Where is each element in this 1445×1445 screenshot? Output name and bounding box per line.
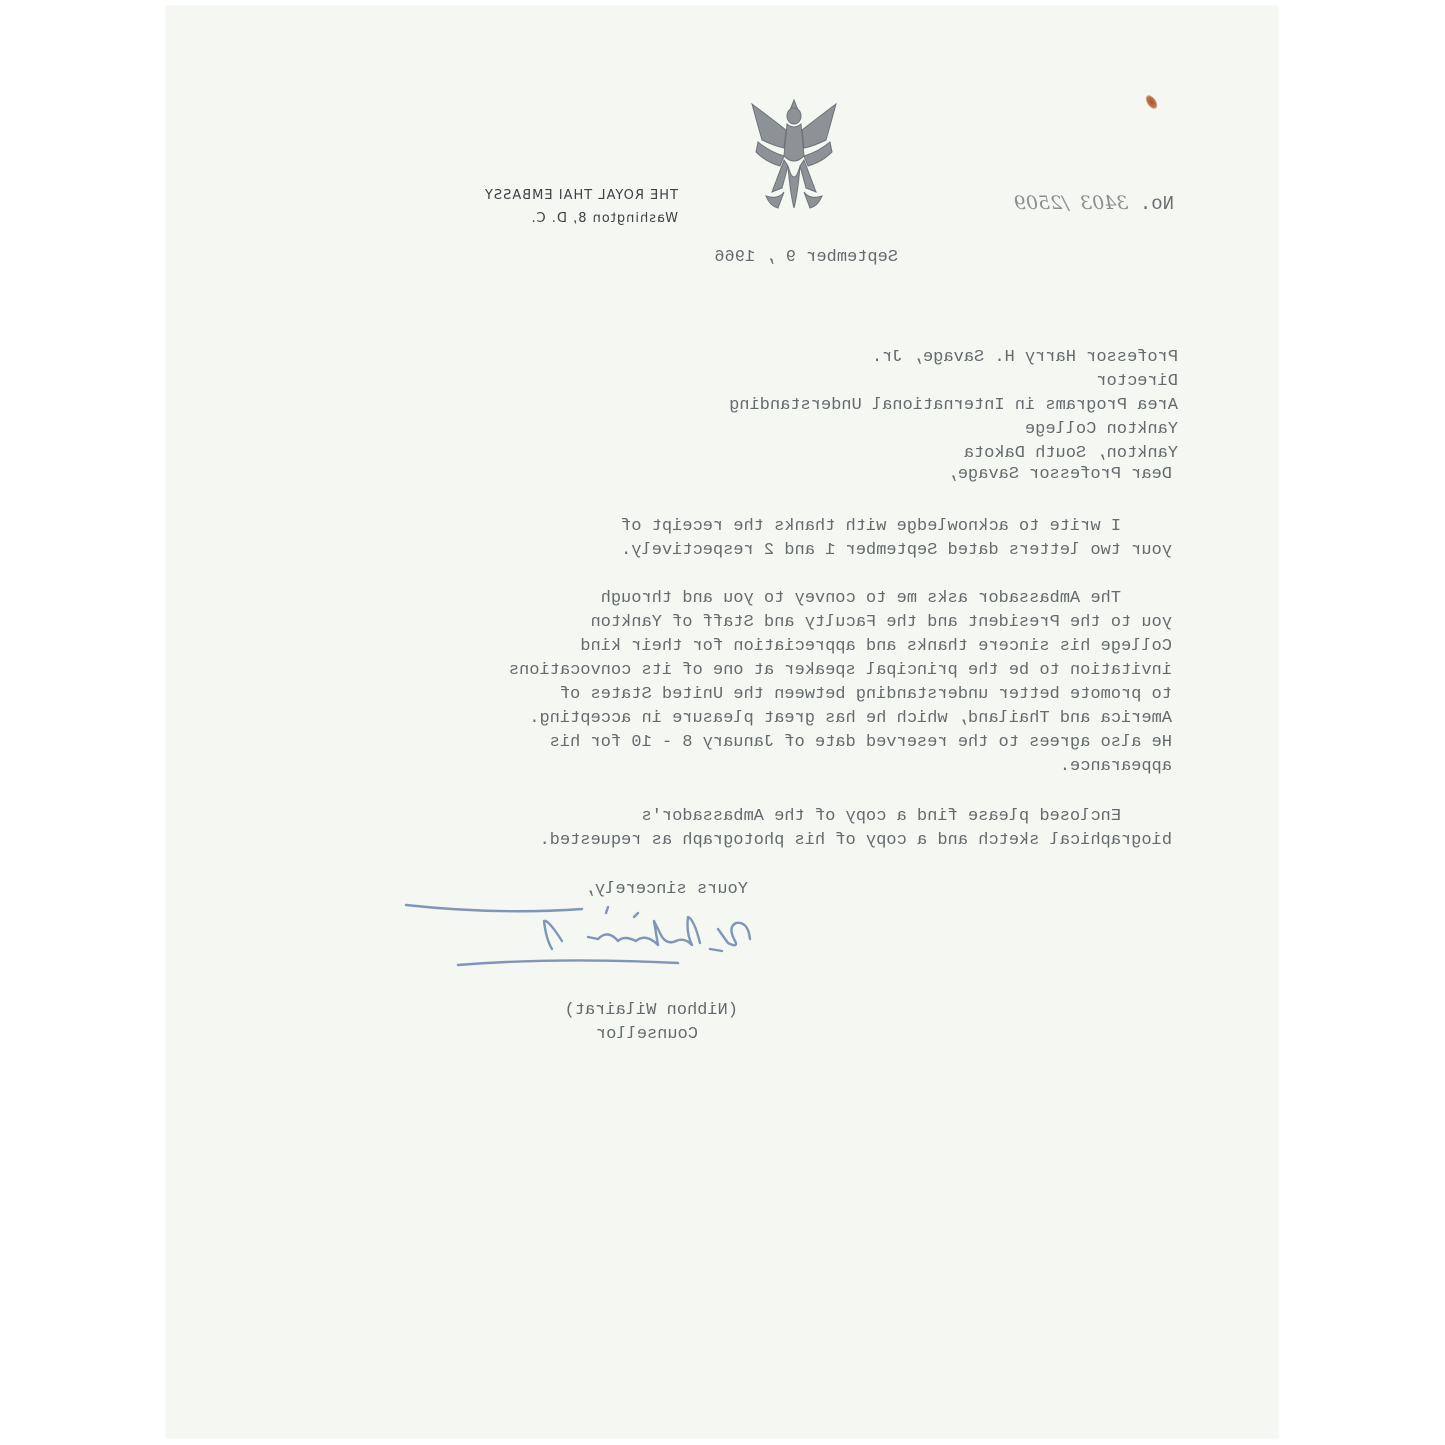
recipient-department: Area Programs in International Understanding [729,396,1178,415]
embassy-name: THE ROYAL THAI EMBASSY [483,188,678,203]
signer-title: Counsellor [595,1025,698,1044]
salutation: Dear Professor Savage, [947,465,1172,484]
reference-number [1014,192,1174,215]
reference-year-handwritten: /2509 [1013,192,1069,214]
signature-block [565,999,738,1047]
recipient-title: Director [1096,372,1178,391]
recipient-name: Professor Harry H. Savage, Jr. [871,348,1178,367]
garuda-emblem-icon [744,96,844,216]
body-paragraph: Enclosed please find a copy of the Ambassador's biographical sketch and a copy of his photograph as requested. [539,807,1172,850]
rust-stain [1143,93,1160,111]
handwritten-signature [398,899,758,973]
letterhead [418,184,678,230]
recipient-institution: Yankton College [1024,420,1178,439]
closing: Yours sincerely, [584,880,748,899]
reference-number-handwritten: 3403 [1080,192,1129,214]
signer-name: (Nibhon Wilairat) [564,1001,738,1020]
recipient-address [729,346,1178,466]
recipient-city: Yankton, South Dakota [963,444,1178,463]
letter-content [166,6,1278,1438]
letter-sheet [166,6,1278,1438]
letter-date: September 9 , 1966 [714,248,898,267]
embassy-address: Washington 8, D. C. [530,211,678,226]
body-paragraph: I write to acknowledge with thanks the receipt of your two letters dated September 1 and 2 respectively. [621,517,1172,560]
reference-prefix: No. [1139,193,1174,215]
body-paragraph: The Ambassador asks me to convey to you and through you to the President and the Faculty and Staff of Yankton College his sincere thanks and appreciation for their kind invitation to be the principal speaker at one of its convocations to promote better understanding between the United States of America and Thailand, which he has great pleasure in accepting. He also agrees to the reserved date of January 8 - 10 for his appearance. [508,589,1172,776]
